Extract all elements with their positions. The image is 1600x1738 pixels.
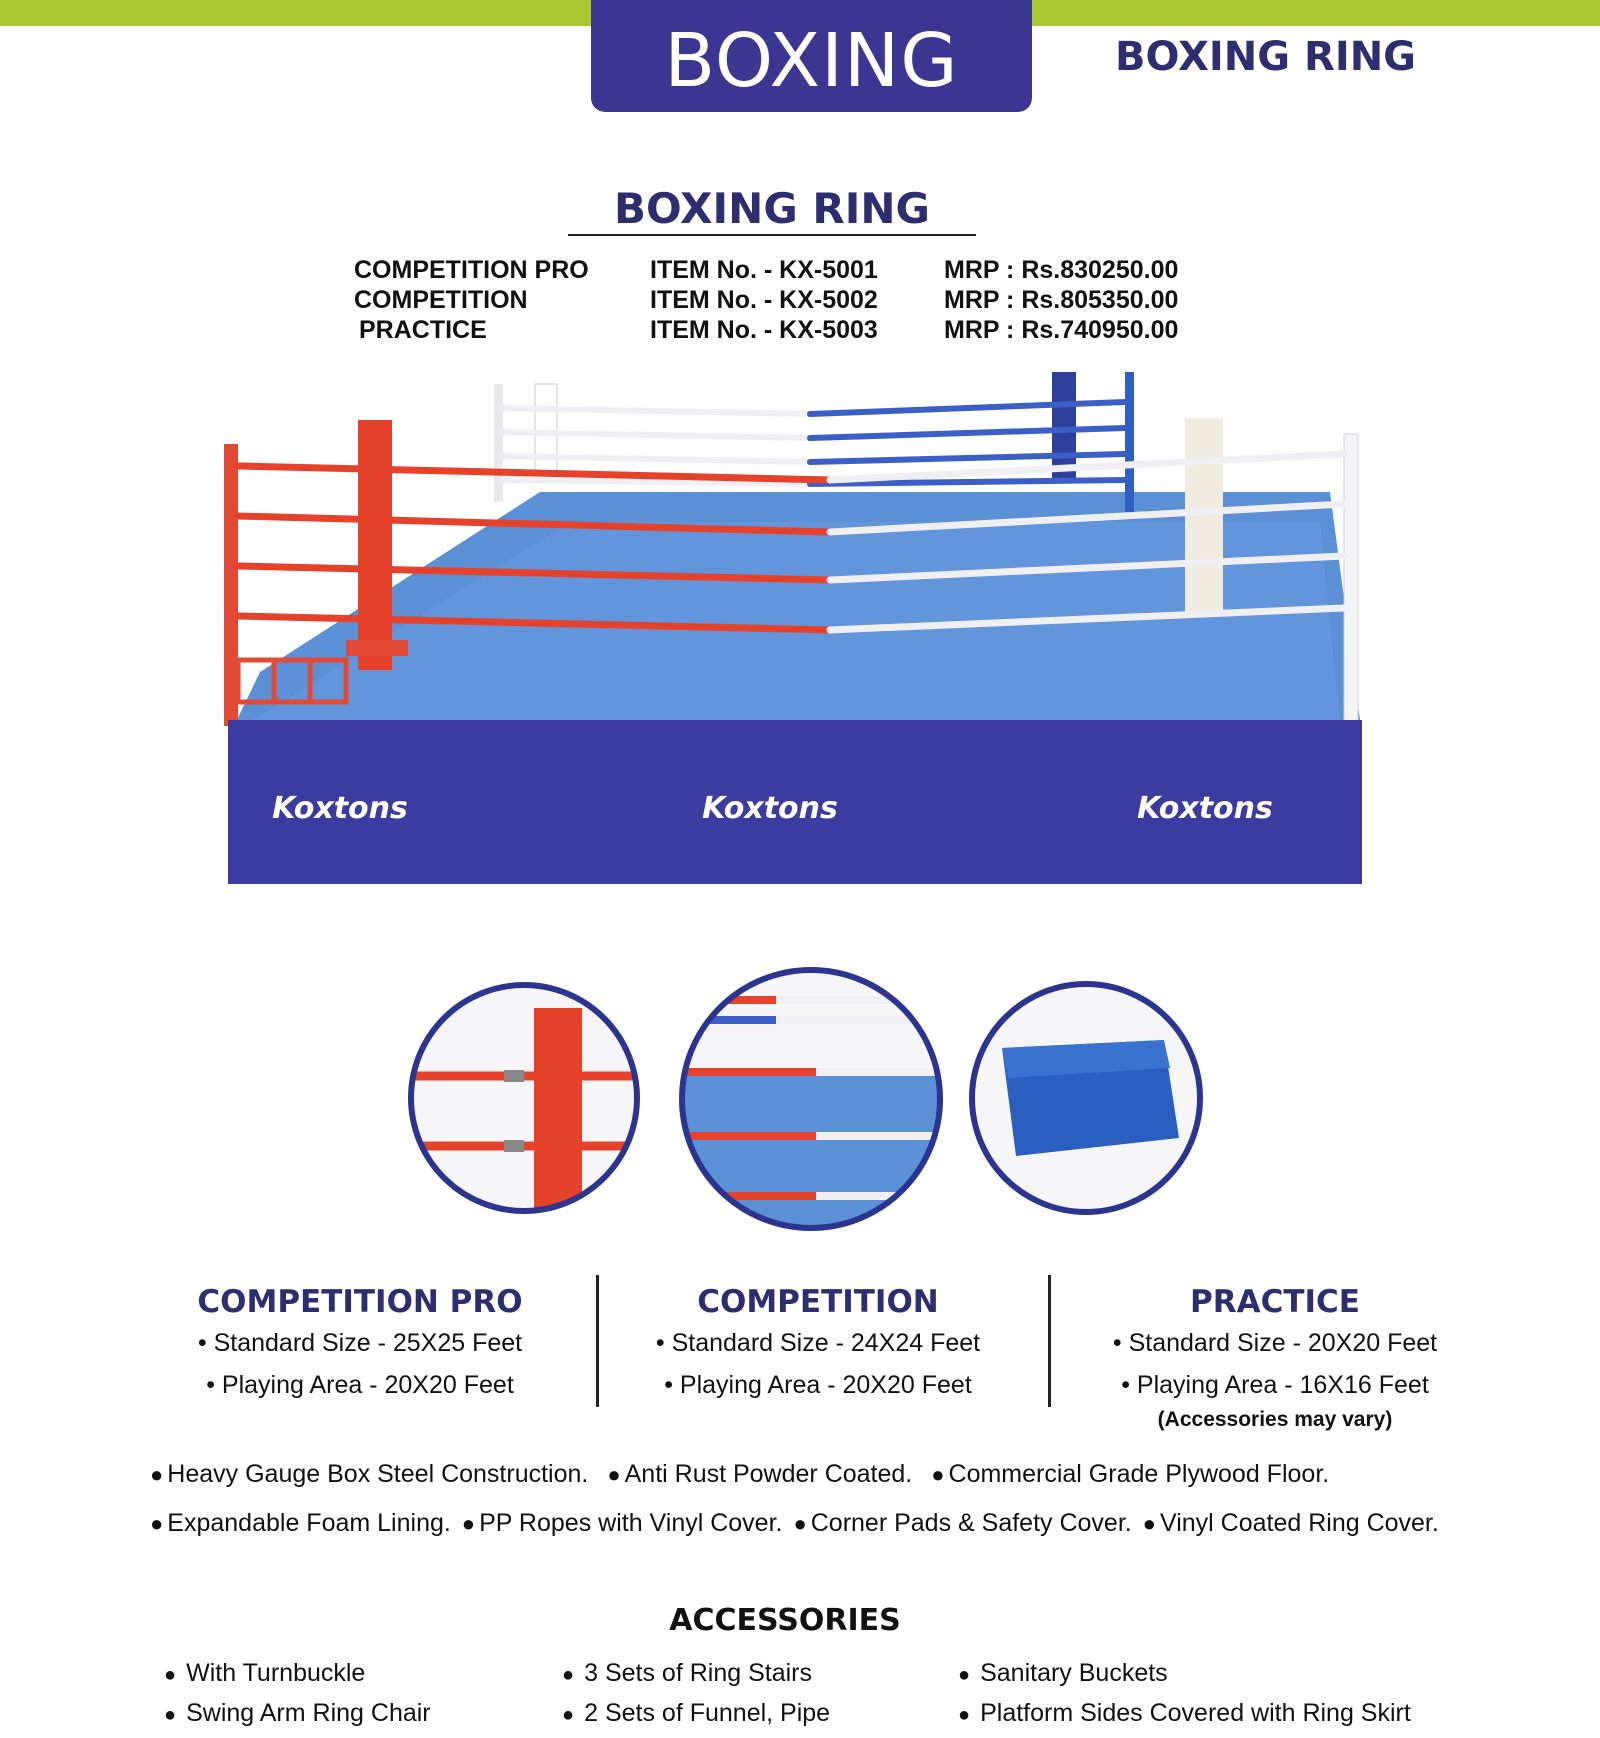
variant-title: PRACTICE bbox=[1190, 1284, 1360, 1320]
accessories-title: ACCESSORIES bbox=[669, 1603, 901, 1638]
variant-standard-size: • Standard Size - 20X20 Feet bbox=[1112, 1329, 1438, 1357]
corner-post-back-left bbox=[494, 384, 503, 502]
variant-title: COMPETITION bbox=[697, 1284, 939, 1320]
skirt-brand-logo: Koxtons bbox=[272, 791, 408, 826]
model-price: MRP : Rs.805350.00 bbox=[944, 286, 1179, 314]
accessory-item: ● Swing Arm Ring Chair bbox=[164, 1699, 431, 1727]
feature-row bbox=[150, 1460, 1590, 1489]
detail-ropes-image bbox=[676, 960, 946, 1238]
variant-standard-size: • Standard Size - 24X24 Feet bbox=[655, 1329, 981, 1357]
boxing-ring-image bbox=[210, 372, 1370, 892]
accessory-item: ● Platform Sides Covered with Ring Skirt bbox=[958, 1699, 1411, 1727]
variant-competition-pro bbox=[140, 1284, 580, 1404]
feature-item: ● Anti Rust Powder Coated. bbox=[607, 1460, 913, 1488]
accessory-item: ● 3 Sets of Ring Stairs bbox=[562, 1659, 812, 1687]
feature-row bbox=[150, 1509, 1590, 1538]
model-price: MRP : Rs.830250.00 bbox=[944, 256, 1179, 284]
detail-ring-cover-image bbox=[964, 978, 1208, 1218]
variant-note: (Accessories may vary) bbox=[1157, 1408, 1393, 1431]
model-name: COMPETITION bbox=[354, 286, 528, 314]
feature-item: ● Commercial Grade Plywood Floor. bbox=[931, 1460, 1330, 1488]
title-underline bbox=[568, 234, 976, 236]
accessory-item: ● With Turnbuckle bbox=[164, 1659, 366, 1687]
corner-pad-blue bbox=[1052, 372, 1076, 480]
model-name: COMPETITION PRO bbox=[354, 256, 589, 284]
page-subtitle: BOXING RING bbox=[1115, 34, 1417, 80]
feature-item: ● PP Ropes with Vinyl Cover. bbox=[461, 1509, 783, 1537]
section-tab: BOXING bbox=[591, 0, 1032, 112]
variant-playing-area: • Playing Area - 20X20 Feet bbox=[664, 1371, 972, 1399]
column-divider bbox=[1048, 1275, 1051, 1407]
variant-competition bbox=[598, 1284, 1038, 1404]
model-item-number: ITEM No. - KX-5002 bbox=[650, 286, 878, 314]
model-price: MRP : Rs.740950.00 bbox=[944, 316, 1179, 344]
accessories-column bbox=[958, 1654, 1411, 1734]
corner-pad-red bbox=[358, 420, 392, 670]
accessory-item: ● 2 Sets of Funnel, Pipe bbox=[562, 1699, 831, 1727]
variant-title: COMPETITION PRO bbox=[197, 1284, 523, 1320]
product-title: BOXING RING bbox=[613, 184, 931, 233]
skirt-brand-logo: Koxtons bbox=[1137, 791, 1273, 826]
model-name: PRACTICE bbox=[359, 316, 487, 344]
corner-post-back-right bbox=[1125, 372, 1134, 512]
feature-item: ● Heavy Gauge Box Steel Construction. bbox=[150, 1460, 589, 1488]
variant-standard-size: • Standard Size - 25X25 Feet bbox=[197, 1329, 523, 1357]
accessory-item: ● Sanitary Buckets bbox=[958, 1659, 1168, 1687]
model-item-number: ITEM No. - KX-5003 bbox=[650, 316, 878, 344]
corner-post-front-right bbox=[1344, 434, 1358, 726]
variant-playing-area: • Playing Area - 16X16 Feet bbox=[1121, 1371, 1429, 1399]
model-item-number: ITEM No. - KX-5001 bbox=[650, 256, 878, 284]
variant-playing-area: • Playing Area - 20X20 Feet bbox=[206, 1371, 514, 1399]
accessories-column bbox=[562, 1654, 830, 1734]
accessories-column bbox=[164, 1654, 431, 1734]
feature-item: ● Expandable Foam Lining. bbox=[150, 1509, 451, 1537]
feature-item: ● Corner Pads & Safety Cover. bbox=[793, 1509, 1132, 1537]
detail-corner-pad-image bbox=[404, 978, 644, 1218]
skirt-brand-logo: Koxtons bbox=[702, 791, 838, 826]
variant-practice bbox=[1055, 1284, 1495, 1436]
feature-item: ● Vinyl Coated Ring Cover. bbox=[1142, 1509, 1439, 1537]
